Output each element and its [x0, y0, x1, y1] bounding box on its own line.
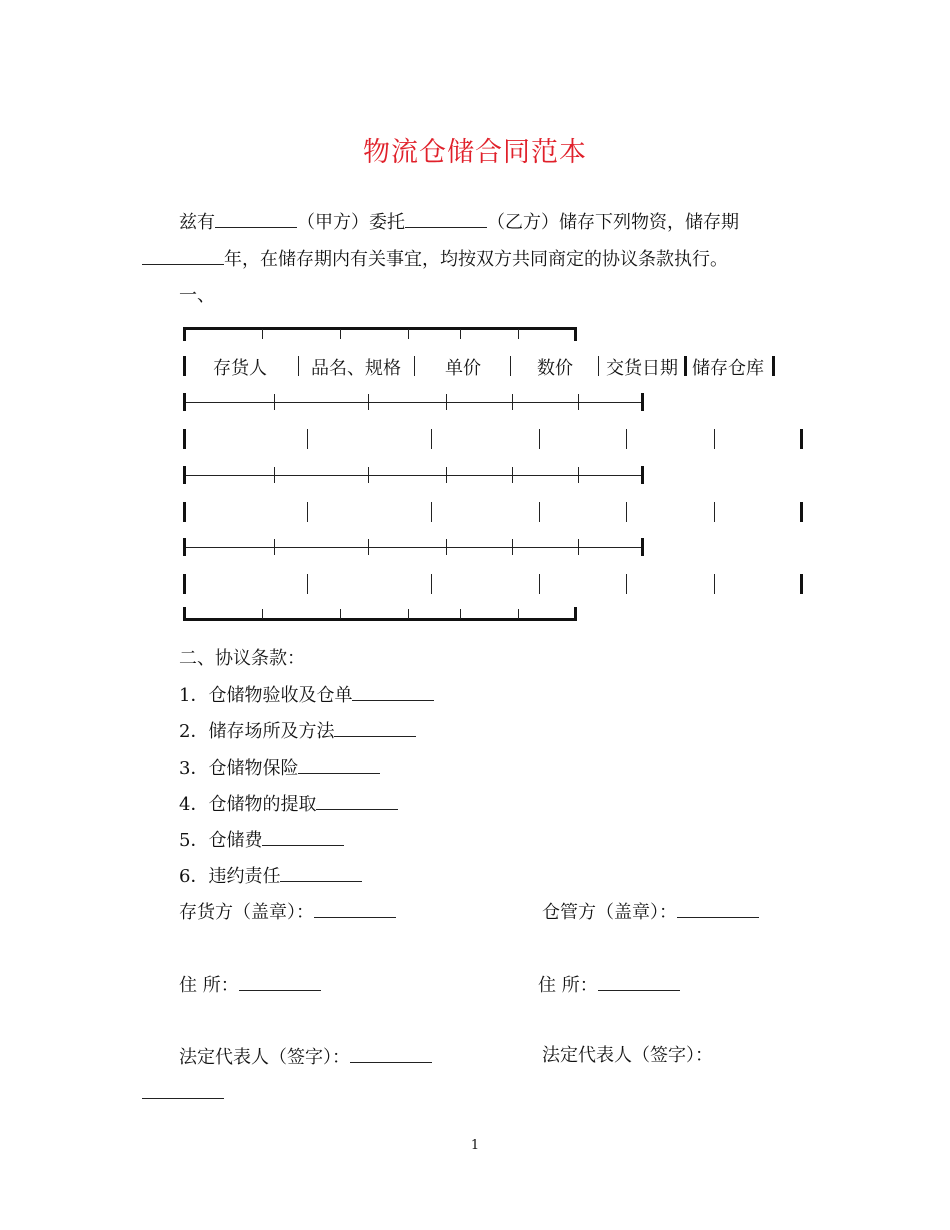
blank-field[interactable]: [352, 682, 434, 701]
address-right: [538, 972, 680, 998]
col-divider: [714, 574, 715, 594]
col-divider: [539, 574, 540, 594]
blank-field[interactable]: [239, 972, 321, 991]
row-separator: [186, 547, 642, 548]
address-left: [179, 972, 321, 998]
blank-field[interactable]: [142, 246, 224, 265]
tick: [262, 329, 263, 339]
col-divider: [307, 574, 308, 594]
page-title: 物流仓储合同范本: [363, 137, 587, 168]
signature-keeper: [542, 899, 759, 925]
col-divider: [714, 502, 715, 522]
legal-rep-label: 法定代表人（签字）：: [542, 1045, 713, 1066]
address-label: 住 所：: [538, 975, 598, 996]
tick: [340, 609, 341, 619]
address-label: 住 所：: [179, 975, 239, 996]
header-unit-price: 单价: [445, 358, 481, 379]
signature-label: 仓管方（盖章）：: [542, 902, 677, 923]
intro-line-1: [179, 209, 739, 235]
col-divider: [510, 356, 511, 376]
section-one-heading: 一、: [179, 285, 215, 306]
tick: [578, 539, 579, 555]
header-depositor: 存货人: [213, 358, 267, 379]
blank-field[interactable]: [215, 209, 297, 228]
table-border: [183, 356, 186, 376]
legal-rep-left: [179, 1044, 432, 1070]
tick: [408, 609, 409, 619]
tick: [262, 609, 263, 619]
tick: [446, 539, 447, 555]
col-divider: [539, 429, 540, 449]
tick: [518, 329, 519, 339]
tick: [512, 539, 513, 555]
col-divider: [298, 356, 299, 376]
tick: [274, 467, 275, 483]
col-divider: [626, 429, 627, 449]
tick: [274, 539, 275, 555]
tick: [512, 394, 513, 410]
table-corner: [574, 607, 577, 621]
header-storage-warehouse: 储存仓库: [692, 358, 764, 379]
col-divider: [307, 429, 308, 449]
col-divider: [431, 502, 432, 522]
blank-field[interactable]: [262, 827, 344, 846]
tick: [578, 394, 579, 410]
tick: [460, 329, 461, 339]
blank-field[interactable]: [298, 755, 380, 774]
table-border: [641, 393, 644, 411]
intro-party-a: （甲方）委托: [297, 212, 405, 233]
table-border: [772, 356, 775, 376]
signature-label: 存货方（盖章）：: [179, 902, 314, 923]
header-quantity-price: 数价: [537, 358, 573, 379]
blank-field[interactable]: [677, 899, 759, 918]
intro-party-b: （乙方）储存下列物资，储存期: [487, 212, 739, 233]
intro-line2-suffix: 年，在储存期内有关事宜，均按双方共同商定的协议条款执行。: [224, 249, 728, 270]
table-border: [183, 574, 186, 594]
blank-field[interactable]: [142, 1080, 224, 1099]
blank-field[interactable]: [314, 899, 396, 918]
table-corner: [574, 327, 577, 341]
table-border: [800, 502, 803, 522]
blank-field[interactable]: [334, 718, 416, 737]
tick: [518, 609, 519, 619]
table-border: [183, 502, 186, 522]
col-divider: [714, 429, 715, 449]
clause-label: 5．仓储费: [179, 830, 263, 851]
col-divider: [626, 502, 627, 522]
clause-label: 2．储存场所及方法: [179, 721, 335, 742]
clause-label: 4．仓储物的提取: [179, 794, 317, 815]
clause-item: [179, 718, 416, 744]
tick: [512, 467, 513, 483]
blank-field[interactable]: [316, 791, 398, 810]
clause-item: [179, 755, 380, 781]
tick: [368, 539, 369, 555]
row-separator: [186, 402, 642, 403]
intro-prefix: 兹有: [179, 212, 215, 233]
blank-field[interactable]: [280, 863, 362, 882]
col-divider: [431, 429, 432, 449]
tick: [446, 467, 447, 483]
legal-rep-label: 法定代表人（签字）：: [179, 1047, 350, 1068]
clause-item: [179, 827, 344, 853]
col-divider: [626, 574, 627, 594]
clause-label: 6．违约责任: [179, 866, 281, 887]
header-delivery-date: 交货日期: [606, 358, 678, 379]
col-divider: [598, 356, 599, 376]
header-item-spec: 品名、规格: [311, 358, 401, 379]
table-border: [183, 429, 186, 449]
tick: [274, 394, 275, 410]
tick: [446, 394, 447, 410]
table-border: [800, 429, 803, 449]
clause-item: [179, 791, 398, 817]
table-border: [641, 538, 644, 556]
tick: [368, 394, 369, 410]
col-divider: [307, 502, 308, 522]
tick: [578, 467, 579, 483]
table-border: [641, 466, 644, 484]
intro-line-2: [142, 246, 728, 272]
tick: [368, 467, 369, 483]
table-border: [800, 574, 803, 594]
blank-field[interactable]: [350, 1044, 432, 1063]
legal-rep-right: [542, 1044, 713, 1068]
clause-label: 1．仓储物验收及仓单: [179, 685, 353, 706]
blank-field[interactable]: [405, 209, 487, 228]
col-divider: [431, 574, 432, 594]
tick: [408, 329, 409, 339]
table-corner: [183, 327, 186, 341]
signature-depositor: [179, 899, 396, 925]
clause-label: 3．仓储物保险: [179, 758, 299, 779]
tick: [340, 329, 341, 339]
section-two-heading: 二、协议条款：: [179, 648, 305, 669]
tick: [460, 609, 461, 619]
clause-item: [179, 863, 362, 889]
col-divider: [539, 502, 540, 522]
legal-rep-right-blank: [142, 1080, 224, 1106]
page-number: 1: [470, 1138, 480, 1153]
blank-field[interactable]: [598, 972, 680, 991]
row-separator: [186, 475, 642, 476]
col-divider: [684, 356, 687, 376]
col-divider: [414, 356, 415, 376]
clause-item: [179, 682, 434, 708]
